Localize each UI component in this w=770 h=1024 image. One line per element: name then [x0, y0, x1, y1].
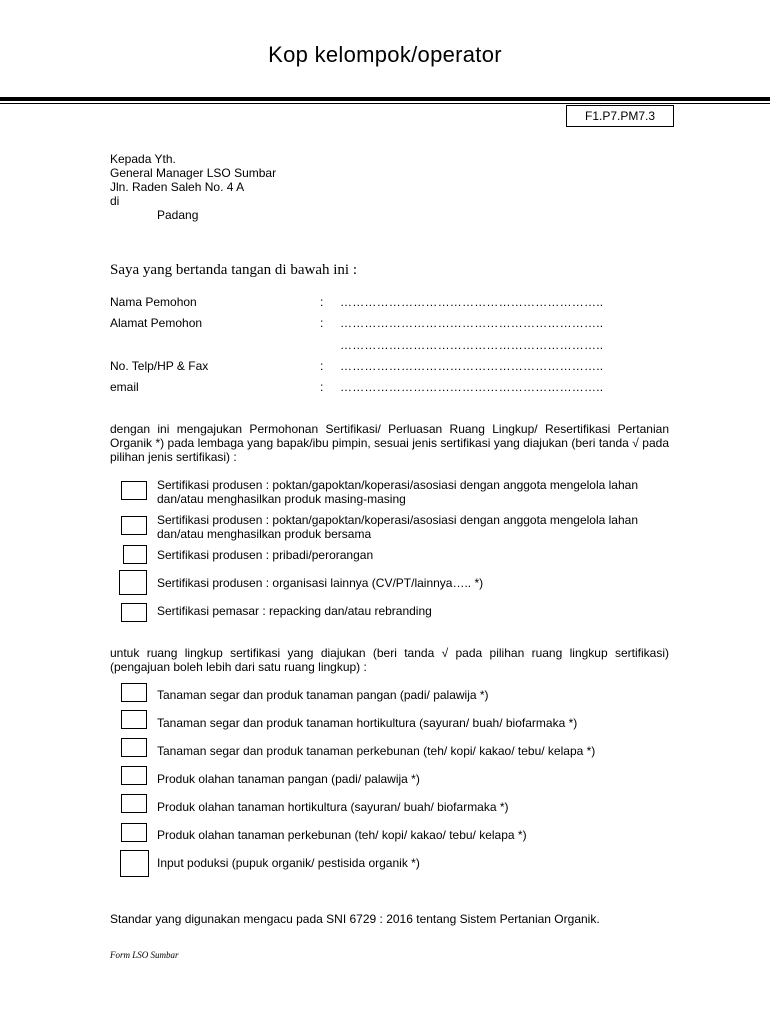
address-recipient: General Manager LSO Sumbar: [110, 166, 277, 180]
cert-option-checkbox[interactable]: [121, 516, 147, 535]
letterhead-title: Kop kelompok/operator: [268, 42, 502, 67]
field-colon: :: [320, 295, 324, 309]
header-rule: [0, 97, 770, 101]
field-colon: :: [320, 359, 324, 373]
scope-option-checkbox[interactable]: [121, 710, 147, 729]
scope-option-label: Input poduksi (pupuk organik/ pestisida organik *): [157, 856, 420, 870]
scope-option-label: Produk olahan tanaman hortikultura (sayuran/ buah/ biofarmaka *): [157, 800, 509, 814]
address-city: Padang: [157, 208, 199, 222]
scope-option-label: Tanaman segar dan produk tanaman hortikultura (sayuran/ buah/ biofarmaka *): [157, 716, 578, 730]
cert-option-label: Sertifikasi produsen : poktan/gapoktan/koperasi/asosiasi dengan anggota mengelola lahan dan/atau menghasilkan produk masing-masing: [157, 478, 638, 506]
scope-option-checkbox[interactable]: [121, 738, 147, 757]
field-colon: :: [320, 316, 324, 330]
scope-option-label: Produk olahan tanaman pangan (padi/ palawija *): [157, 772, 420, 786]
standard-statement: Standar yang digunakan mengacu pada SNI 6729 : 2016 tentang Sistem Pertanian Organik.: [110, 912, 600, 926]
scope-option-checkbox[interactable]: [121, 794, 147, 813]
scope-option-label: Produk olahan tanaman perkebunan (teh/ kopi/ kakao/ tebu/ kelapa *): [157, 828, 527, 842]
cert-option-label: Sertifikasi produsen : poktan/gapoktan/koperasi/asosiasi dengan anggota mengelola lahan dan/atau menghasilkan produk bersama: [157, 513, 638, 541]
address-di: di: [110, 194, 120, 208]
scope-option-label: Tanaman segar dan produk tanaman pangan (padi/ palawija *): [157, 688, 489, 702]
field-label-address: Alamat Pemohon: [110, 316, 203, 330]
scope-option-checkbox[interactable]: [121, 766, 147, 785]
address-street: Jln. Raden Saleh No. 4 A: [110, 180, 245, 194]
intro-statement: Saya yang bertanda tangan di bawah ini :: [110, 262, 358, 278]
cert-option-checkbox[interactable]: [123, 545, 147, 564]
address-input-line-2[interactable]: ………………………………………………………..: [340, 338, 604, 352]
form-code-box: F1.P7.PM7.3: [566, 105, 674, 127]
scope-option-label: Tanaman segar dan produk tanaman perkebunan (teh/ kopi/ kakao/ tebu/ kelapa *): [157, 744, 596, 758]
cert-option-label: Sertifikasi produsen : pribadi/perorangan: [157, 548, 374, 562]
name-input-line[interactable]: ………………………………………………………..: [340, 295, 604, 309]
cert-option-checkbox[interactable]: [121, 603, 147, 622]
scope-paragraph: untuk ruang lingkup sertifikasi yang diajukan (beri tanda √ pada pilihan ruang lingkup sertifikasi) (pengajuan boleh lebih dari satu ruang lingkup) :: [110, 646, 669, 674]
cert-option-checkbox[interactable]: [119, 570, 147, 595]
email-input-line[interactable]: ………………………………………………………..: [340, 380, 604, 394]
cert-option-checkbox[interactable]: [121, 481, 147, 500]
cert-request-paragraph: dengan ini mengajukan Permohonan Sertifikasi/ Perluasan Ruang Lingkup/ Resertifikasi Pertanian Organik *) pada lembaga yang bapak/ibu pimpin, sesuai jenis sertifikasi yang diajukan (beri tanda √ pada pilihan jenis sertifikasi) :: [110, 422, 669, 464]
scope-option-checkbox[interactable]: [121, 683, 147, 702]
phone-input-line[interactable]: ………………………………………………………..: [340, 359, 604, 373]
header-rule-thin: [0, 103, 770, 104]
cert-option-label: Sertifikasi pemasar : repacking dan/atau rebranding: [157, 604, 432, 618]
cert-option-label: Sertifikasi produsen : organisasi lainnya (CV/PT/lainnya….. *): [157, 576, 484, 590]
field-label-email: email: [110, 380, 139, 394]
scope-option-checkbox[interactable]: [121, 823, 147, 842]
field-colon: :: [320, 380, 324, 394]
scope-option-checkbox[interactable]: [120, 850, 149, 877]
field-label-phone: No. Telp/HP & Fax: [110, 359, 209, 373]
address-input-line[interactable]: ………………………………………………………..: [340, 316, 604, 330]
address-salutation: Kepada Yth.: [110, 152, 176, 166]
field-label-name: Nama Pemohon: [110, 295, 197, 309]
form-footer: Form LSO Sumbar: [110, 950, 179, 960]
